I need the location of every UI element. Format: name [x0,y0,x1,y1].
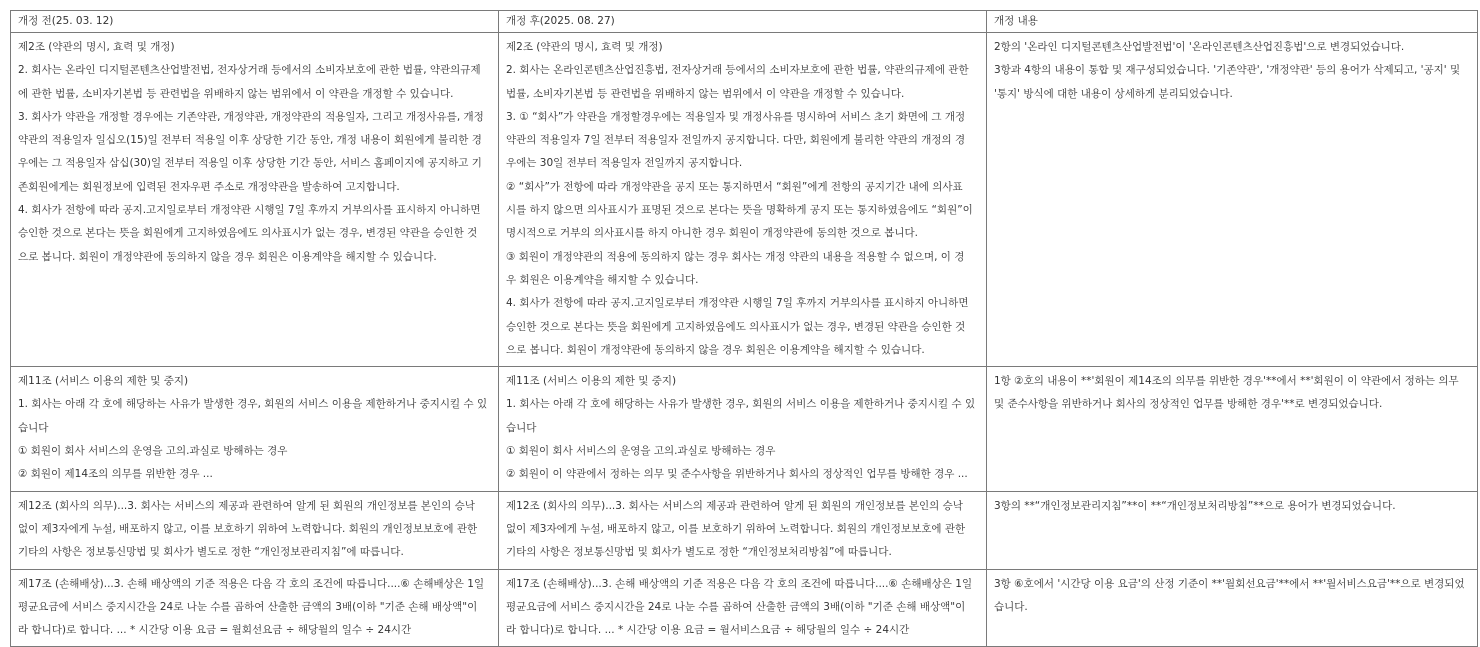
cell-after [499,569,987,647]
text-line: 평균요금에 서비스 중지시간을 24로 나눈 수를 곱하여 산출한 금액의 3배(이하 "기준 손해 배상액"이 [18,600,478,613]
cell-changes [987,491,1478,569]
text-line: 제2조 (약관의 명시, 효력 및 개정) [18,41,175,53]
text-line: 기타의 사항은 정보통신망법 및 회사가 별도로 정한 “개인정보관리지침”에 따릅니다. [18,546,404,559]
text-line: 3. ① “회사”가 약관을 개정할경우에는 적용일자 및 개정사유를 명시하여 서비스 초기 화면에 그 개정 [506,110,966,123]
text-line: 제17조 (손해배상)...3. 손해 배상액의 기준 적용은 다음 각 호의 조건에 따릅니다....⑥ 손해배상은 1일 [18,577,485,590]
text-line: 습니다 [18,421,49,434]
cell-before [11,33,499,367]
text-line: 2. 회사는 온라인콘텐츠산업진흥법, 전자상거래 등에서의 소비자보호에 관한 법률, 약관의규제에 관한 [506,64,969,77]
text-line: 및 준수사항을 위반하거나 회사의 정상적인 업무를 방해한 경우'**로 변경되었습니다. [994,398,1383,411]
text-line: 제2조 (약관의 명시, 효력 및 개정) [506,41,663,53]
text-line: 1. 회사는 아래 각 호에 해당하는 사유가 발생한 경우, 회원의 서비스 이용을 제한하거나 중지시킬 수 있 [18,398,488,411]
text-line: 3항 ⑥호에서 '시간당 이용 요금'의 산정 기준이 **'월회선요금'**에서 **'월서비스요금'**으로 변경되었 [994,577,1465,590]
cell-changes [987,367,1478,491]
text-line: 습니다. [994,600,1028,613]
text-line: 약관의 적용일자 7일 전부터 적용일자 전일까지 공지합니다. 다만, 회원에게 불리한 약관의 개정의 경 [506,134,966,147]
text-line: 에 관한 법률, 소비자기본법 등 관련법을 위배하지 않는 범위에서 이 약관을 개정할 수 있습니다. [18,87,454,100]
text-line: 약관의 적용일자 일십오(15)일 전부터 적용일 이후 상당한 기간 동안, 개정 내용이 회원에게 불리한 경 [18,134,482,147]
header-changes: 개정 내용 [987,11,1478,33]
text-line: 1항 ②호의 내용이 **'회원이 제14조의 의무를 위반한 경우'**에서 **'회원이 이 약관에서 정하는 의무 [994,375,1459,388]
text-line: 4. 회사가 전항에 따라 공지.고지일로부터 개정약관 시행일 7일 후까지 거부의사를 표시하지 아니하면 [18,204,481,217]
text-line: 우 회원은 이용계약을 해지할 수 있습니다. [506,273,699,286]
text-line: 제12조 (회사의 의무)...3. 회사는 서비스의 제공과 관련하여 알게 된 회원의 개인정보를 본인의 승낙 [506,499,963,512]
text-line: 승인한 것으로 본다는 뜻을 회원에게 고지하였음에도 의사표시가 없는 경우, 변경된 약관을 승인한 것 [506,320,966,333]
cell-changes [987,33,1478,367]
text-line: 2. 회사는 온라인 디지털콘텐츠산업발전법, 전자상거래 등에서의 소비자보호에 관한 법률, 약관의규제 [18,64,481,77]
text-line: ③ 회원이 개정약관의 적용에 동의하지 않는 경우 회사는 개정 약관의 내용을 적용할 수 없으며, 이 경 [506,250,965,263]
text-line: 명시적으로 거부의 의사표시를 하지 아니한 경우 회원이 개정약관에 동의한 것으로 봅니다. [506,227,919,240]
text-line: ② 회원이 제14조의 의무를 위반한 경우 ... [18,468,213,481]
text-line: 3. 회사가 약관을 개정할 경우에는 기존약관, 개정약관, 개정약관의 적용일자, 그리고 개정사유를, 개정 [18,110,484,123]
text-line: ① 회원이 회사 서비스의 운영을 고의.과실로 방해하는 경우 [18,445,288,458]
text-line: 4. 회사가 전항에 따라 공지.고지일로부터 개정약관 시행일 7일 후까지 거부의사를 표시하지 아니하면 [506,297,969,310]
text-line: 법률, 소비자기본법 등 관련법을 위배하지 않는 범위에서 이 약관을 개정할 수 있습니다. [506,87,905,100]
revision-comparison [10,10,1477,647]
text-line: 우에는 그 적용일자 삼십(30)일 전부터 적용일 이후 상당한 기간 동안, 서비스 홈페이지에 공지하고 기 [18,157,482,170]
text-line: 제12조 (회사의 의무)...3. 회사는 서비스의 제공과 관련하여 알게 된 회원의 개인정보를 본인의 승낙 [18,499,475,512]
text-line: 평균요금에 서비스 중지시간을 24로 나눈 수를 곱하여 산출한 금액의 3배(이하 "기준 손해 배상액"이 [506,600,966,613]
text-line: 3항의 **“개인정보관리지침”**이 **“개인정보처리방침”**으로 용어가 변경되었습니다. [994,499,1396,512]
text-line: ② 회원이 이 약관에서 정하는 의무 및 준수사항을 위반하거나 회사의 정상적인 업무를 방해한 경우 ... [506,468,968,481]
text-line: 라 합니다)로 합니다. ... * 시간당 이용 요금 = 월서비스요금 ÷ 해당월의 일수 ÷ 24시간 [506,624,910,637]
text-line: 3항과 4항의 내용이 통합 및 재구성되었습니다. '기존약관', '개정약관' 등의 용어가 삭제되고, '공지' 및 [994,64,1461,77]
cell-before [11,491,499,569]
cell-before [11,569,499,647]
text-line: '통지' 방식에 대한 내용이 상세하게 분리되었습니다. [994,87,1233,100]
text-line: 승인한 것으로 본다는 뜻을 회원에게 고지하였음에도 의사표시가 없는 경우, 변경된 약관을 승인한 것 [18,227,478,240]
text-line: 1. 회사는 아래 각 호에 해당하는 사유가 발생한 경우, 회원의 서비스 이용을 제한하거나 중지시킬 수 있 [506,398,976,411]
cell-after [499,367,987,491]
text-line: 제17조 (손해배상)...3. 손해 배상액의 기준 적용은 다음 각 호의 조건에 따릅니다....⑥ 손해배상은 1일 [506,577,973,590]
table-row-article-11 [11,367,1478,491]
cell-after [499,491,987,569]
table-row-article-12 [11,491,1478,569]
table-row-article-2 [11,33,1478,367]
text-line: 존회원에게는 회원정보에 입력된 전자우편 주소로 개정약관을 발송하여 고지합니다. [18,180,400,193]
text-line: 기타의 사항은 정보통신망법 및 회사가 별도로 정한 “개인정보처리방침”에 따릅니다. [506,546,892,559]
table-header-row [11,11,1478,33]
header-after: 개정 후(2025. 08. 27) [499,11,987,33]
table-row-article-17 [11,569,1478,647]
cell-before [11,367,499,491]
text-line: 없이 제3자에게 누설, 배포하지 않고, 이를 보호하기 위하여 노력합니다. 회원의 개인정보보호에 관한 [506,522,966,535]
text-line: 없이 제3자에게 누설, 배포하지 않고, 이를 보호하기 위하여 노력합니다. 회원의 개인정보보호에 관한 [18,522,478,535]
text-line: 으로 봅니다. 회원이 개정약관에 동의하지 않을 경우 회원은 이용계약을 해지할 수 있습니다. [18,250,437,263]
text-line: 시를 하지 않으면 의사표시가 표명된 것으로 본다는 뜻을 명확하게 공지 또는 통지하였음에도 “회원”이 [506,204,973,217]
text-line: ① 회원이 회사 서비스의 운영을 고의.과실로 방해하는 경우 [506,445,776,458]
text-line: 으로 봅니다. 회원이 개정약관에 동의하지 않을 경우 회원은 이용계약을 해지할 수 있습니다. [506,343,925,356]
terms-revision-table [10,10,1478,647]
text-line: 습니다 [506,421,537,434]
text-line: 라 합니다)로 합니다. ... * 시간당 이용 요금 = 월회선요금 ÷ 해당월의 일수 ÷ 24시간 [18,624,412,637]
header-before: 개정 전(25. 03. 12) [11,11,499,33]
text-line: 2항의 '온라인 디지털콘텐츠산업발전법'이 '온라인콘텐츠산업진흥법'으로 변경되었습니다. [994,41,1405,53]
text-line: 우에는 30일 전부터 적용일자 전일까지 공지합니다. [506,157,743,170]
text-line: ② “회사”가 전항에 따라 개정약관을 공지 또는 통지하면서 “회원”에게 전항의 공지기간 내에 의사표 [506,180,963,193]
cell-changes [987,569,1478,647]
text-line: 제11조 (서비스 이용의 제한 및 중지) [506,375,677,388]
cell-after [499,33,987,367]
text-line: 제11조 (서비스 이용의 제한 및 중지) [18,375,189,388]
